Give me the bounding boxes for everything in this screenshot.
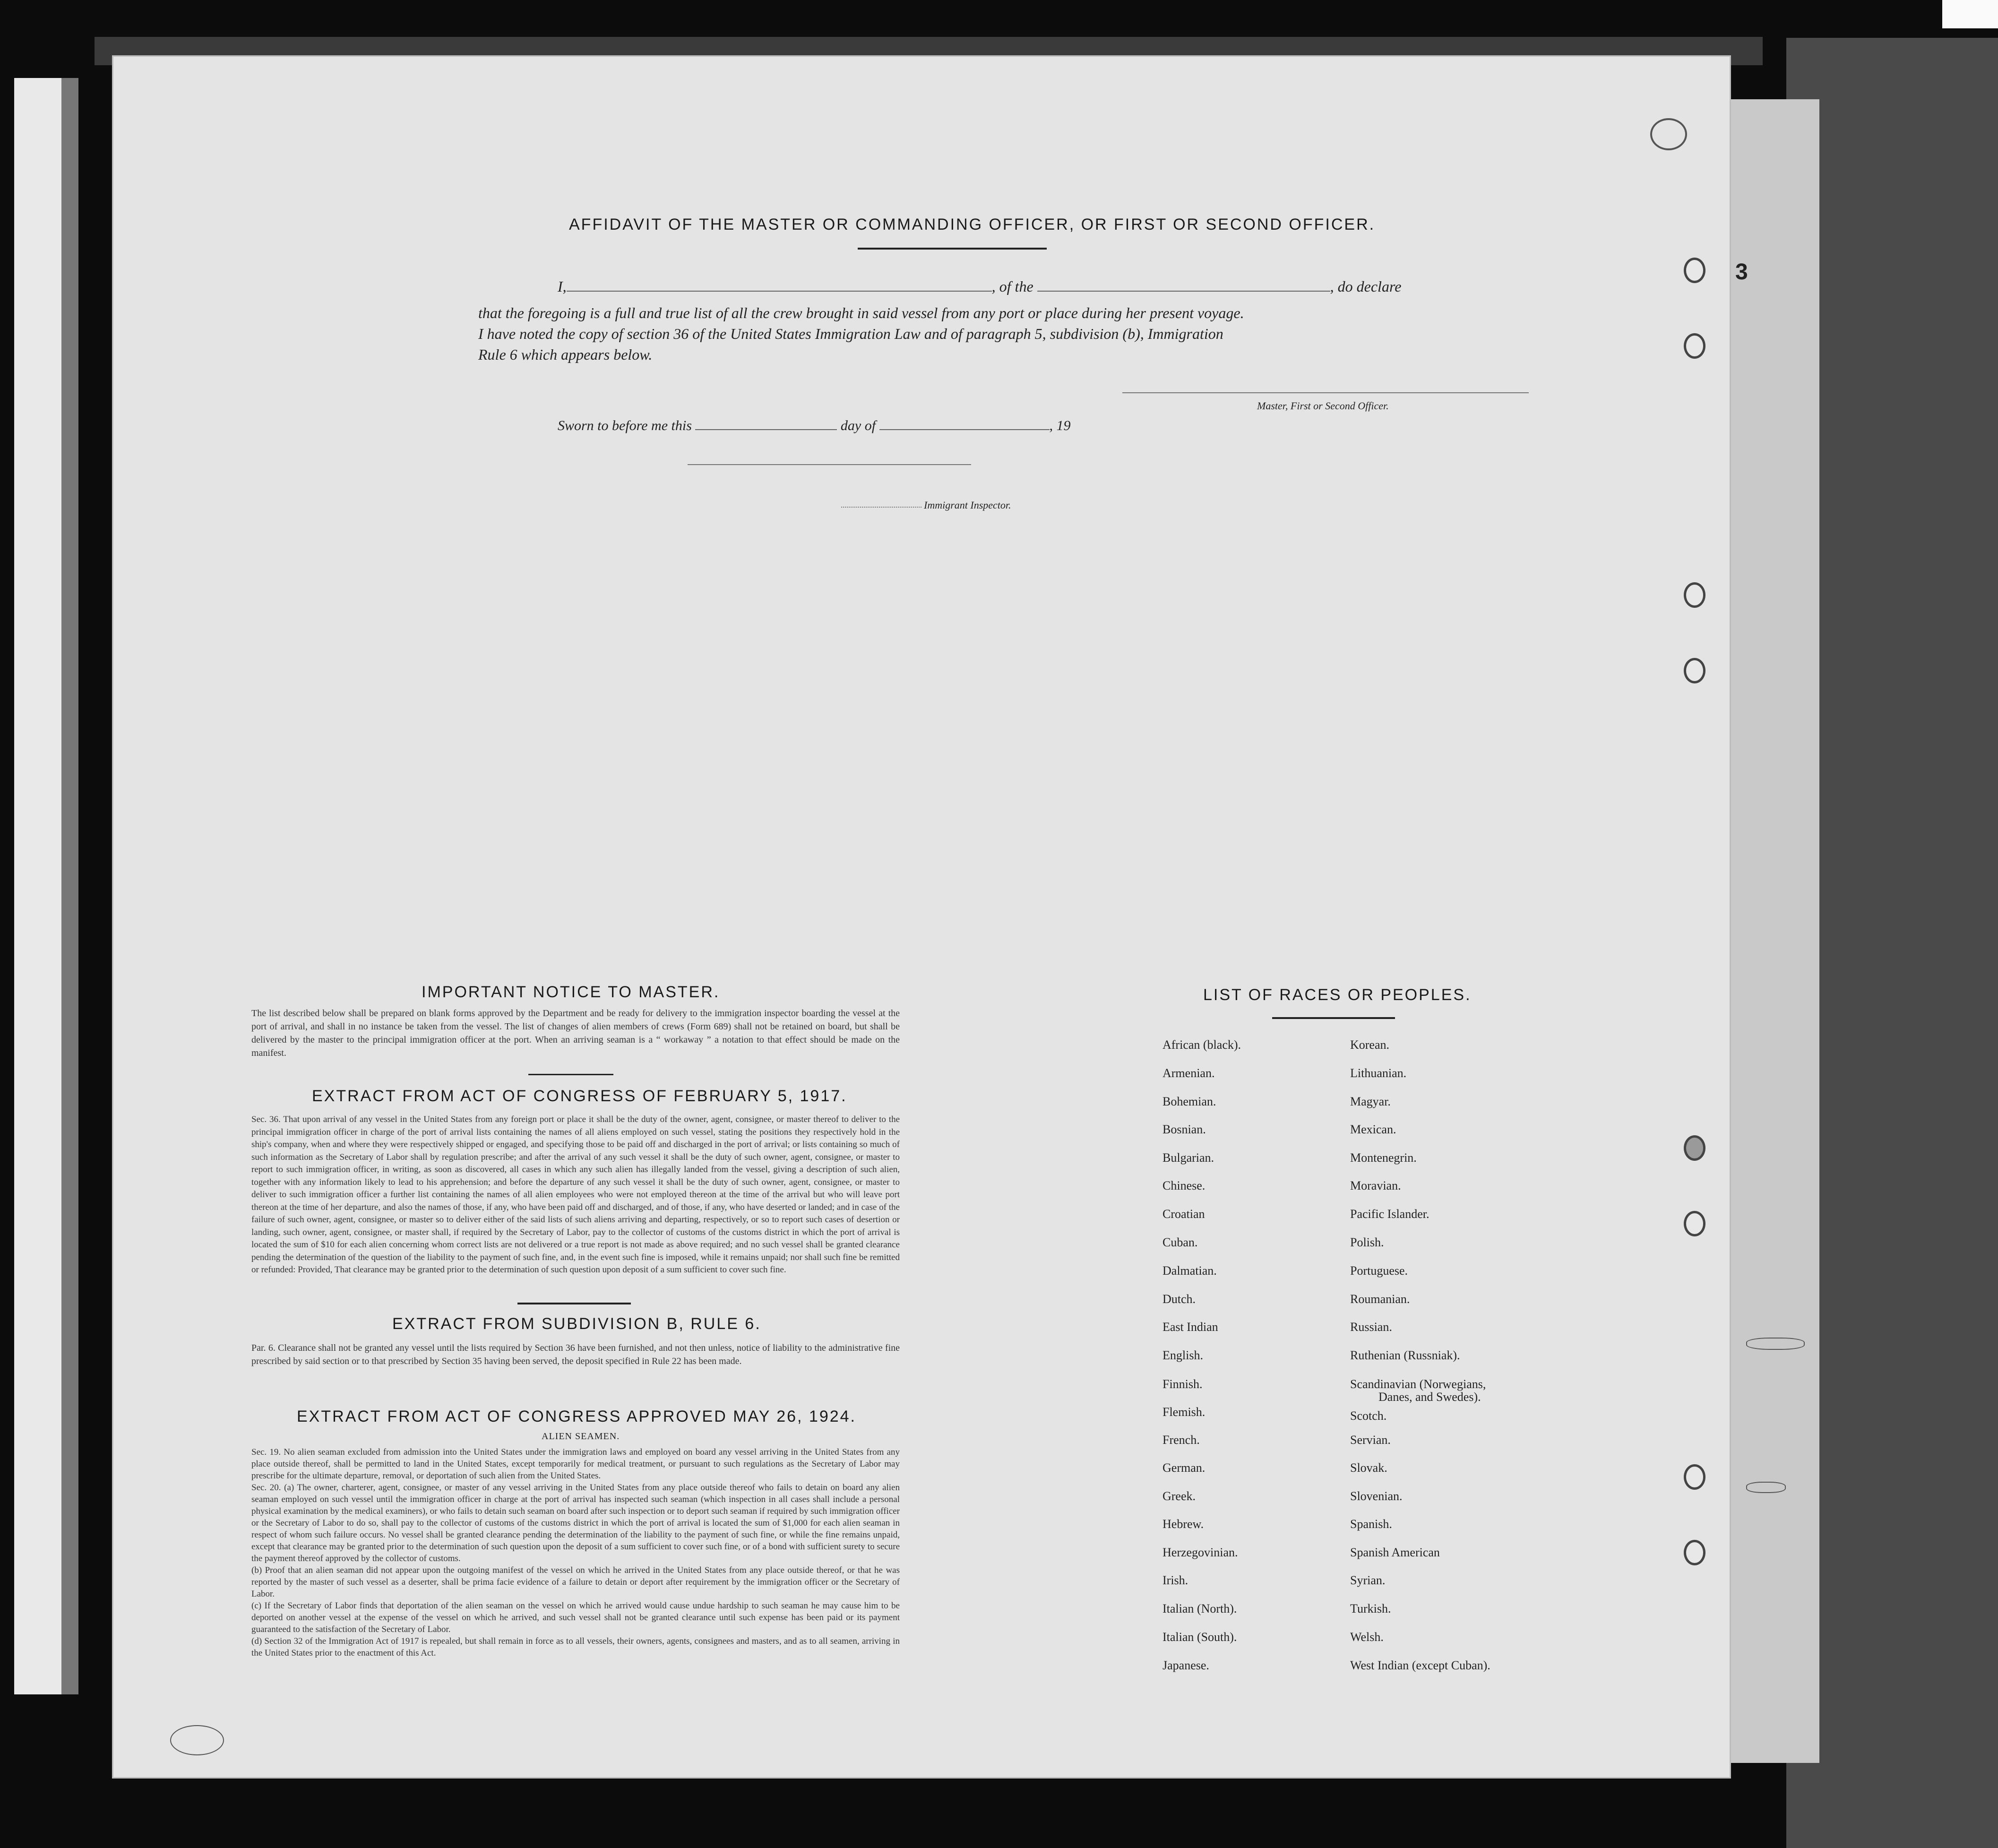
- notice-title: IMPORTANT NOTICE TO MASTER.: [422, 983, 720, 1001]
- affidavit-of-the: , of the: [991, 278, 1033, 295]
- race-list-item: Slovenian.: [1350, 1489, 1403, 1503]
- races-title: LIST OF RACES OR PEOPLES.: [1203, 986, 1472, 1004]
- affidavit-i: I,: [558, 278, 567, 295]
- race-list-item: Japanese.: [1163, 1658, 1209, 1672]
- race-list-item: English.: [1163, 1348, 1203, 1362]
- pencil-mark: [1746, 1482, 1786, 1493]
- binder-hole: [1684, 658, 1705, 683]
- race-list-item: Korean.: [1350, 1038, 1390, 1052]
- races-left-column: [1163, 57, 1352, 1777]
- extract-1924-subtitle: ALIEN SEAMEN.: [542, 1431, 620, 1442]
- binder-hole: [1684, 582, 1705, 608]
- race-list-item: Turkish.: [1350, 1602, 1391, 1615]
- race-list-item: Syrian.: [1350, 1573, 1386, 1587]
- race-list-item: Dutch.: [1163, 1292, 1196, 1306]
- scan-corner: [1942, 0, 1998, 28]
- corner-digit: 3: [1735, 259, 1748, 285]
- races-right-column: [1350, 57, 1615, 1777]
- race-list-item: Montenegrin.: [1350, 1151, 1417, 1165]
- race-list-item: Portuguese.: [1350, 1264, 1408, 1278]
- race-list-item: Mexican.: [1350, 1123, 1396, 1136]
- race-list-item: German.: [1163, 1461, 1206, 1475]
- race-list-item: Greek.: [1163, 1489, 1196, 1503]
- section-20c: (c) If the Secretary of Labor finds that deportation of the alien seaman on the vessel on which he arrived would cause undue hardship to such seaman he may cause him to be deported on another vessel at the expense of the vessel on which he arrived, and such vessel shall not be granted clearance until such expense has been paid or its payment guaranteed to the satisfaction of the Secretary of Labor.: [251, 1601, 900, 1634]
- inspector-label: Immigrant Inspector.: [924, 499, 1011, 511]
- race-list-item-continuation: Danes, and Swedes).: [1378, 1390, 1481, 1404]
- affidavit-declare: , do declare: [1330, 278, 1402, 295]
- race-list-item: Slovak.: [1350, 1461, 1387, 1475]
- inspector-signature-line: [688, 464, 971, 465]
- sworn-prefix: Sworn to before me this: [558, 418, 692, 433]
- race-list-item: African (black).: [1163, 1038, 1241, 1052]
- race-list-item: Chinese.: [1163, 1179, 1206, 1192]
- pencil-mark: [1746, 1338, 1805, 1350]
- affidavit-line-4: Rule 6 which appears below.: [478, 346, 653, 363]
- race-list-item: Lithuanian.: [1350, 1066, 1407, 1080]
- race-list-item: Scotch.: [1350, 1409, 1387, 1423]
- section-20a: Sec. 20. (a) The owner, charterer, agent, consignee, or master of any vessel arriving in the United States from any place outside thereof who fails to detain on board any alien seaman employed on such vessel until the immigration officer in charge at the port of arrival has inspected such seaman (which inspection in all cases shall include a personal physical examination by the medical examiners), or who fails to detain such seaman on board after such inspection or to deport such seaman if required by such immigration officer or the Secretary of Labor to do so, shall pay to the collector of customs of the customs district in which the port of arrival is located the sum of $1,000 for each alien seaman in respect of whom such failure occurs. No vessel shall be granted clearance pending the determination of the liability to the payment of such fine, or while the fine remains unpaid, except that clearance may be granted prior to the determination of such question upon the deposit of a sum sufficient to cover such fine, or of a bond with sufficient surety to secure the payment thereof approved by the collector of customs.: [251, 1483, 900, 1563]
- pencil-mark: [170, 1725, 224, 1755]
- binder-hole: [1684, 333, 1705, 359]
- section-20d: (d) Section 32 of the Immigration Act of 1917 is repealed, but shall remain in force as to all vessels, their owners, agents, consignees and masters, and as to all seamen, arriving in the United States prior to the enactment of this Act.: [251, 1636, 900, 1658]
- affidavit-line-3: I have noted the copy of section 36 of the United States Immigration Law and of paragraph 5, subdivision (b), Immigration: [478, 325, 1223, 342]
- inspector-leader: [841, 507, 921, 508]
- race-list-item: Cuban.: [1163, 1235, 1198, 1249]
- race-list-item: Servian.: [1350, 1433, 1391, 1447]
- sworn-line: [558, 417, 1071, 434]
- left-page-edge: [14, 78, 61, 1694]
- race-list-item: Bulgarian.: [1163, 1151, 1214, 1165]
- sworn-day-of: day of: [840, 418, 876, 433]
- race-list-item: Welsh.: [1350, 1630, 1384, 1644]
- race-list-item: Irish.: [1163, 1573, 1188, 1587]
- sworn-month-blank: [879, 417, 1050, 430]
- race-list-item: Bosnian.: [1163, 1123, 1206, 1136]
- race-list-item: Russian.: [1350, 1320, 1392, 1334]
- manifest-page: [113, 57, 1730, 1777]
- sworn-year: , 19: [1049, 418, 1071, 433]
- race-list-item: Moravian.: [1350, 1179, 1401, 1192]
- extract-1917-title: EXTRACT FROM ACT OF CONGRESS OF FEBRUARY 5, 1917.: [312, 1087, 847, 1105]
- race-list-item: Polish.: [1350, 1235, 1384, 1249]
- race-list-item: Pacific Islander.: [1350, 1207, 1430, 1221]
- race-list-item: Roumanian.: [1350, 1292, 1410, 1306]
- binder-hole: [1684, 1135, 1705, 1161]
- race-list-item: Flemish.: [1163, 1405, 1206, 1419]
- extract-1917-body: Sec. 36. That upon arrival of any vessel in the United States from any foreign port or place it shall be the duty of the owner, agent, consignee, or master thereof to deliver to the principal immigration officer in charge of the port of arrival lists containing the names of all aliens employed on such vessel, stating the positions they respectively hold in the ship's company, when and where they were respectively shipped or engaged, and specifying those to be paid off and discharged in the port of arrival; or lists containing so much of such information as the Secretary of Labor shall by regulation prescribe; and after the arrival of any such vessel it shall be the duty of such owner, agent, consignee, or master to report to such immigration officer, in writing, as soon as discovered, all cases in which any such alien has illegally landed from the vessel, giving a description of such alien, together with any information likely to lead to his apprehension; and before the departure of any such vessel it shall be the duty of such owner, agent, consignee, or master to deliver to such immigration officer a further list containing the names of all alien employees who were not employed thereon at the time of the arrival but who will leave port thereon at the time of her departure, and also the names of those, if any, who have been paid off and discharged, and of those, if any, who have deserted or landed; and in case of the failure of such owner, agent, consignee, or master so to deliver either of the said lists of such aliens arriving and departing, respectively, or so to report such cases of desertion or landing, such owner, agent, consignee, or master shall, if required by the Secretary of Labor, pay to the collector of customs of the customs district in which the port of arrival is located the sum of $10 for each alien concerning whom correct lists are not delivered or a true report is not made as above required; and no such vessel shall be granted clearance pending the determination of the question of the liability to the payment of such fine, and, in the event such fine is imposed, while it remains unpaid; nor shall such fine be remitted or refunded: Provided, That clearance may be granted prior to the determination of such question upon deposit of a sum sufficient to cover such fine.: [251, 1114, 900, 1275]
- race-list-item: Dalmatian.: [1163, 1264, 1217, 1278]
- section-19: Sec. 19. No alien seaman excluded from admission into the United States under the immigration laws and employed on board any vessel arriving in the United States from any place outside thereof, shall be permitted to land in the United States, except temporarily for medical treatment, or pursuant to such regulations as the Secretary of Labor may prescribe for the ultimate departure, removal, or deportation of such alien from the United States.: [251, 1447, 900, 1481]
- extract-rule6-body: Par. 6. Clearance shall not be granted any vessel until the lists required by Section 36 have been furnished, and not then unless, notice of liability to the administrative fine prescribed by said section or to that prescribed by Section 35 having been served, the deposit specified in Rule 22 has been made.: [251, 1343, 900, 1366]
- signature-label: Master, First or Second Officer.: [1257, 400, 1389, 412]
- binder-hole: [1684, 258, 1705, 283]
- race-list-item: Croatian: [1163, 1207, 1205, 1221]
- affidavit-title: AFFIDAVIT OF THE MASTER OR COMMANDING OFFICER, OR FIRST OR SECOND OFFICER.: [569, 216, 1376, 233]
- extract-rule6-title: EXTRACT FROM SUBDIVISION B, RULE 6.: [392, 1315, 761, 1333]
- race-list-item: Finnish.: [1163, 1377, 1203, 1391]
- extract-1924-title: EXTRACT FROM ACT OF CONGRESS APPROVED MAY 26, 1924.: [297, 1408, 856, 1425]
- race-list-item: Italian (South).: [1163, 1630, 1237, 1644]
- affidavit-title-rule: [858, 248, 1047, 250]
- notice-rule: [528, 1074, 613, 1075]
- binder-hole: [1684, 1540, 1705, 1565]
- binder-hole: [1684, 1464, 1705, 1490]
- race-list-item: West Indian (except Cuban).: [1350, 1658, 1490, 1672]
- race-list-item: Spanish American: [1350, 1546, 1440, 1559]
- race-list-item: Bohemian.: [1163, 1095, 1216, 1108]
- race-list-item: Italian (North).: [1163, 1602, 1237, 1615]
- race-list-item: Scandinavian (Norwegians,: [1350, 1377, 1486, 1391]
- race-list-item: East Indian: [1163, 1320, 1218, 1334]
- name-blank: [567, 278, 992, 292]
- race-list-item: French.: [1163, 1433, 1200, 1447]
- race-list-item: Herzegovinian.: [1163, 1546, 1238, 1559]
- extract-1924-sections: [251, 1446, 900, 1659]
- binding-edge: [61, 78, 78, 1694]
- race-list-item: Armenian.: [1163, 1066, 1215, 1080]
- section-20b: (b) Proof that an alien seaman did not appear upon the outgoing manifest of the vessel on which he arrived in the United States from any place outside thereof, or that he was reported by the master of such vessel as a deserter, shall be prima facie evidence of a failure to detain or deport after requirement by the immigration officer or the Secretary of Labor.: [251, 1565, 900, 1599]
- sworn-day-blank: [695, 417, 837, 430]
- binder-hole: [1684, 1211, 1705, 1236]
- race-list-item: Spanish.: [1350, 1517, 1392, 1531]
- affidavit-line-2: that the foregoing is a full and true list of all the crew brought in said vessel from any port or place during her present voyage.: [478, 304, 1244, 321]
- race-list-item: Hebrew.: [1163, 1517, 1204, 1531]
- race-list-item: Magyar.: [1350, 1095, 1391, 1108]
- pencil-mark: [1650, 118, 1687, 150]
- extract-1917-rule: [517, 1303, 631, 1304]
- notice-body: The list described below shall be prepared on blank forms approved by the Department and be ready for delivery to the immigration inspector boarding the vessel at the port of arrival, and shall in no instance be taken from the vessel. The list of changes of alien members of crews (Form 689) shall not be retained on board, but shall be delivered by the master to the principal immigration officer at the port. When an arriving seaman is a “ workaway ” a notation to that effect should be made on the manifest.: [251, 1008, 900, 1058]
- race-list-item: Ruthenian (Russniak).: [1350, 1348, 1460, 1362]
